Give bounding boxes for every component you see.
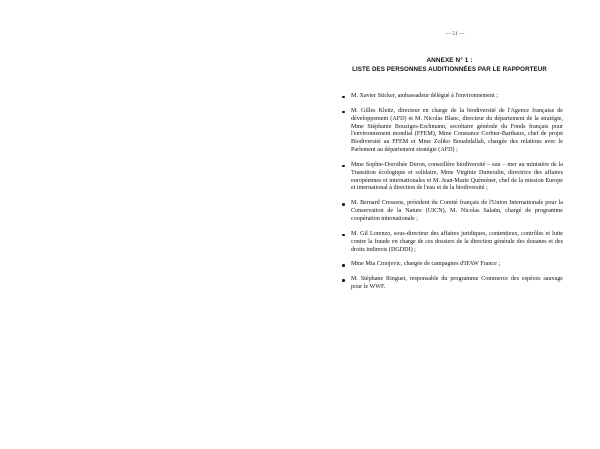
bullet-icon: [342, 111, 345, 114]
list-item-text: M. Stéphane Ringuet, responsable du programme Commerce des espèces sauvage pour le WWF.: [351, 276, 563, 291]
list-item-text: Mme Sophie-Dorothée Duron, conseillère biodiversité – eau – mer au ministère de la Transition écologique et solidaire, Mme Virginie Dumoulin, directrice des affaires européennes et internationales et M. Jean-Marie Quéméner, chef de la mission Europe et international à direction de l'eau et de la biodiversité ;: [351, 161, 563, 192]
bullet-icon: [342, 165, 345, 168]
bullet-icon: [342, 203, 345, 206]
list-item: [341, 108, 563, 155]
list-item-text: M. Gilles Kleitz, directeur en charge de la biodiversité de l'Agence française de développement (AFD) et M. Nicolas Blanc, directeur du département de la stratégie, Mme Stéphanie Bouziges-Eschmann, secrétaire générale du Fonds français pour l'environnement mondial (FFEM), Mme Constance Corbier-Barthaux, chef de projet Biodiversité au FFEM et Mme Zoliko Bouabdallah, chargée des relations avec le Parlement au département stratégie (AFD) ;: [351, 107, 563, 153]
annex-heading: [341, 56, 558, 74]
list-item: [341, 231, 563, 254]
annex-subtitle: LISTE DES PERSONNES AUDITIONNÉES PAR LE RAPPORTEUR: [352, 66, 547, 73]
auditioned-persons-list: [341, 93, 563, 299]
list-item-text: M. Xavier Sticker, ambassadeur délégué à l'environnement ;: [351, 93, 498, 99]
list-item-text: M. Gil Lorenzo, sous-directeur des affaires juridiques, contentieux, contrôles et lutte contre la fraude en charge de ces dossiers de la direction générale des douanes et des droits indirects (DGDDI) ;: [351, 230, 563, 253]
list-item: [341, 261, 563, 269]
list-item: [341, 162, 563, 193]
annex-title: ANNEXE N° 1 :: [426, 57, 473, 64]
page-number: — 51 —: [445, 31, 465, 37]
bullet-icon: [342, 234, 345, 237]
list-item-text: M. Bernard Cressens, président du Comité français de l'Union Internationale pour la Conservation de la Nature (UICN), M. Nicolas Salaün, chargé de programme coopération internationale ;: [351, 200, 563, 222]
list-item: [341, 93, 563, 101]
list-item: [341, 276, 563, 292]
list-item: [341, 200, 563, 223]
bullet-icon: [342, 279, 345, 282]
bullet-icon: [342, 96, 345, 99]
list-item-text: Mme Mia Crnojevic, chargée de campagnes d'IFAW France ;: [351, 261, 501, 268]
bullet-icon: [342, 264, 345, 267]
